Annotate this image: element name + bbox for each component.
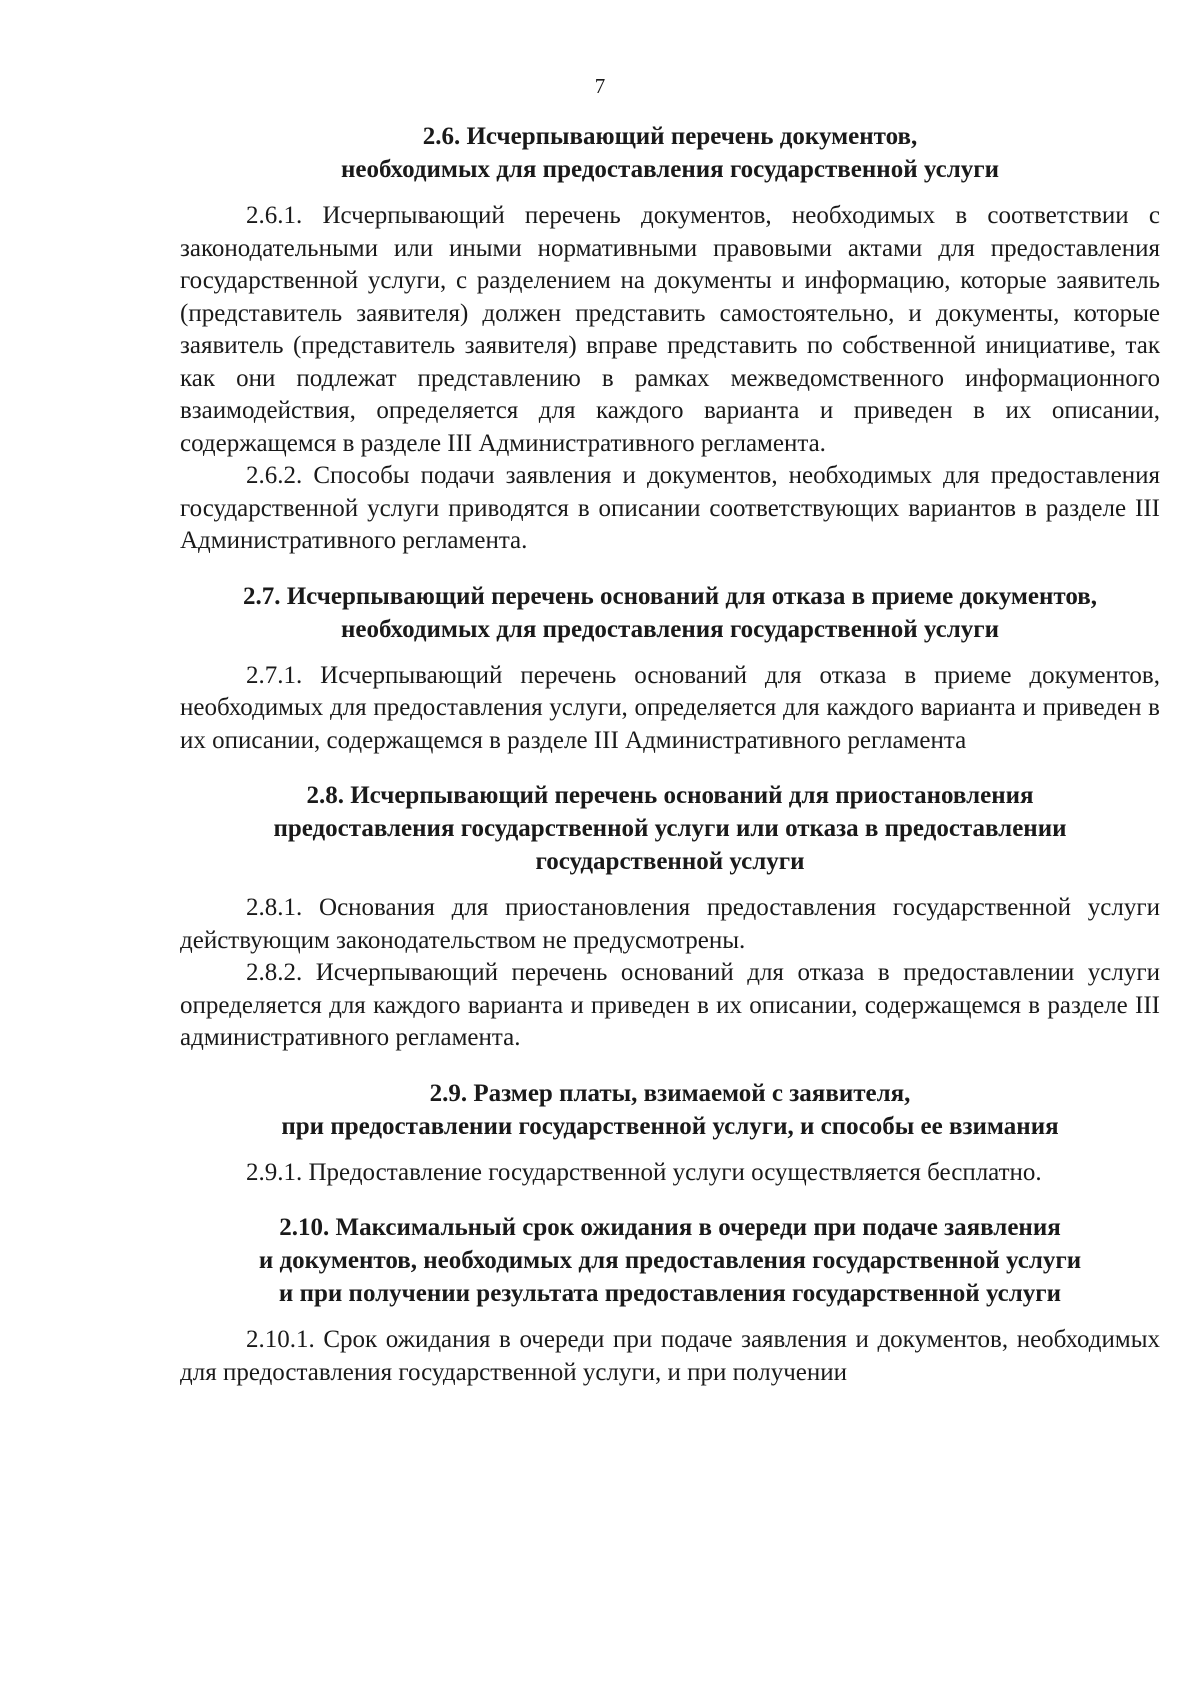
section-2-9 [180,1077,1160,1190]
page-number: 7 [594,74,606,98]
section-heading [180,1211,1160,1310]
paragraph-2-9-1: 2.9.1. Предоставление государственной услуги осуществляется бесплатно. [246,1158,1042,1186]
heading-line: и документов, необходимых для предоставления государственной услуги [258,1247,1082,1274]
paragraph-2-6-2: 2.6.2. Способы подачи заявления и документов, необходимых для предоставления государственной услуги приводятся в описании соответствующих вариантов в разделе III Административного регламента. [180,462,1160,554]
section-heading [180,779,1160,878]
heading-line: 2.7. Исчерпывающий перечень оснований для отказа в приеме документов, [242,582,1097,610]
section-2-8 [180,779,1160,1055]
paragraph-2-7-1: 2.7.1. Исчерпывающий перечень оснований для отказа в приеме документов, необходимых для предоставления услуги, определяется для каждого варианта и приведен в их описании, содержащемся в разделе III Административного регламента [180,661,1160,754]
section-2-10 [180,1211,1160,1389]
heading-line: 2.8. Исчерпывающий перечень оснований для приостановления [306,782,1034,809]
paragraph-2-8-1: 2.8.1. Основания для приостановления предоставления государственной услуги действующим законодательством не предусмотрены. [180,894,1160,954]
heading-line: при предоставлении государственной услуги, и способы ее взимания [281,1112,1059,1140]
document-body [180,120,1160,1389]
heading-line: государственной услуги [535,848,805,875]
heading-line: и при получении результата предоставления государственной услуги [278,1280,1062,1307]
heading-line: 2.10. Максимальный срок ожидания в очереди при подаче заявления [279,1214,1061,1241]
heading-line: 2.9. Размер платы, взимаемой с заявителя, [429,1079,911,1107]
section-2-6 [180,120,1160,558]
paragraph-2-6-1: 2.6.1. Исчерпывающий перечень документов, необходимых в соответствии с законодательными или иными нормативными правовыми актами для предоставления государственной услуги, с разделением на документы и информацию, которые заявитель (представитель заявителя) должен представить самостоятельно, и документы, которые заявитель (представитель заявителя) вправе представить по собственной инициативе, так как они подлежат представлению в рамках межведомственного информационного взаимодействия, определяется для каждого варианта и приведен в их описании, содержащемся в разделе III Административного регламента. [180,202,1160,457]
section-heading [180,1077,1160,1143]
heading-line: необходимых для предоставления государственной услуги [341,615,999,643]
heading-line: 2.6. Исчерпывающий перечень документов, [422,123,918,150]
section-heading [180,580,1160,646]
paragraph-2-10-1: 2.10.1. Срок ожидания в очереди при подаче заявления и документов, необходимых для предоставления государственной услуги, и при получении [180,1326,1160,1386]
section-2-7 [180,580,1160,758]
heading-line: предоставления государственной услуги или отказа в предоставлении [273,815,1067,842]
section-heading [180,120,1160,186]
heading-line: необходимых для предоставления государственной услуги [341,156,999,183]
paragraph-2-8-2: 2.8.2. Исчерпывающий перечень оснований для отказа в предоставлении услуги определяется для каждого варианта и приведен в их описании, содержащемся в разделе III административного регламента. [180,959,1160,1051]
